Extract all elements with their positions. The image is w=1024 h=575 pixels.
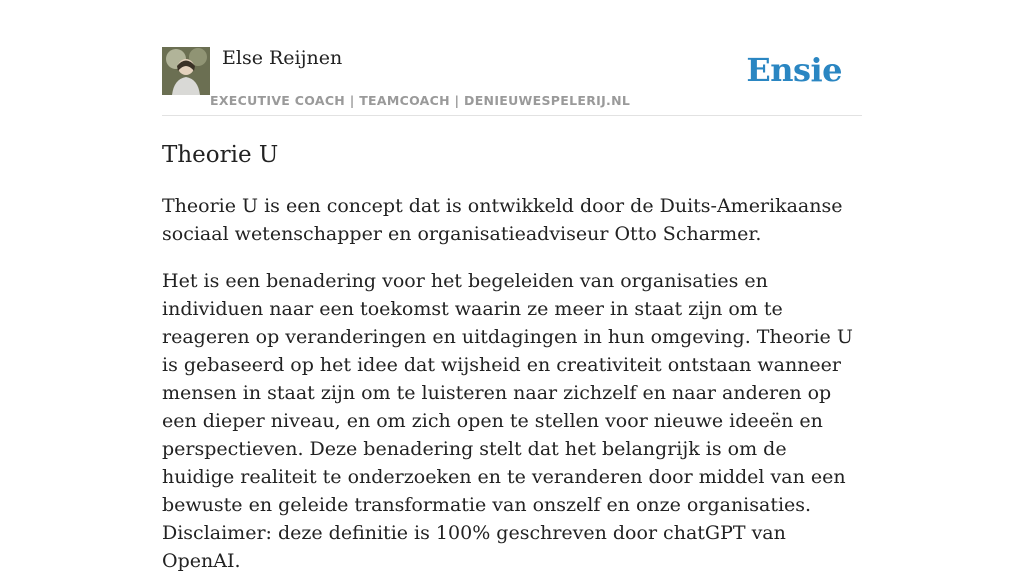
profile-photo-icon [162,47,210,95]
content-container [162,0,862,572]
article-disclaimer: Disclaimer: deze definitie is 100% geschreven door chatGPT van OpenAI. [162,522,786,572]
author-avatar[interactable] [162,47,210,95]
author-name[interactable]: Else Reijnen [222,47,343,69]
author-tagline: EXECUTIVE COACH | TEAMCOACH | DENIEUWESPELERIJ.NL [210,93,631,108]
article-body [162,192,862,575]
article-paragraph: Theorie U is een concept dat is ontwikkeld door de Duits-Amerikaanse sociaal wetenschapper en organisatieadviseur Otto Scharmer. [162,195,843,245]
author-header [162,0,862,116]
article-title: Theorie U [162,142,279,168]
article-paragraph: Het is een benadering voor het begeleiden van organisaties en individuen naar een toekomst waarin ze meer in staat zijn om te reageren op veranderingen en uitdagingen in hun omgeving. Theorie U is gebaseerd op het idee dat wijsheid en creativiteit ontstaan wanneer mensen in staat zijn om te luisteren naar zichzelf en naar anderen op een dieper niveau, en om zich open te stellen voor nieuwe ideeën en perspectieven. Deze benadering stelt dat het belangrijk is om de huidige realiteit te onderzoeken en te veranderen door middel van een bewuste en geleide transformatie van onszelf en onze organisaties. [162,270,853,516]
ensie-logo[interactable]: Ensie [746,51,842,89]
